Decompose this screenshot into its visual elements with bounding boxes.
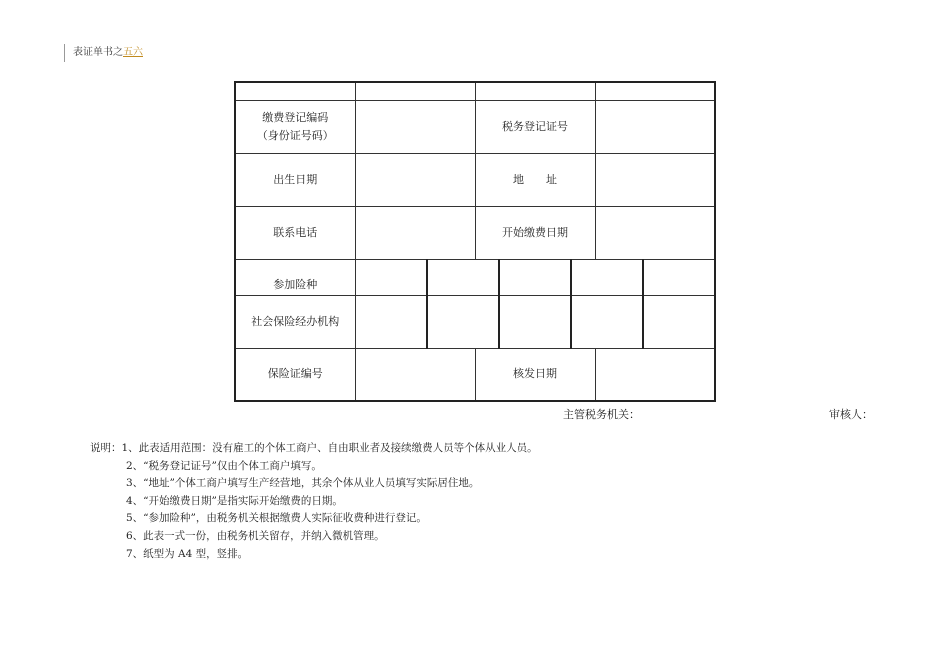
blank-cell[interactable] — [355, 82, 475, 100]
tax-reg-no-field[interactable] — [595, 100, 715, 153]
start-date-field[interactable] — [595, 206, 715, 259]
note-line: 7、纸型为 A4 型，竖排。 — [126, 547, 249, 560]
reviewer-label: 审核人： — [829, 408, 873, 421]
fee-code-label-line1: 缴费登记编码 — [262, 110, 329, 124]
agency-label: 社会保险经办机构 — [235, 295, 355, 348]
insurance-no-label: 保险证编号 — [235, 348, 355, 401]
birth-date-field[interactable] — [355, 153, 475, 206]
table-row-blank — [235, 82, 715, 100]
blank-cell[interactable] — [595, 82, 715, 100]
note-line: 5、“参加险种”，由税务机关根据缴费人实际征收费种进行登记。 — [126, 512, 427, 525]
fee-code-label — [235, 100, 355, 153]
agency-cell[interactable] — [355, 295, 427, 348]
issue-date-label: 核发日期 — [475, 348, 595, 401]
table-row — [235, 100, 715, 153]
address-label: 地 址 — [475, 153, 595, 206]
page-header — [64, 44, 143, 62]
table-row — [235, 206, 715, 259]
start-date-label: 开始缴费日期 — [475, 206, 595, 259]
table-row — [235, 259, 715, 295]
tax-reg-no-label: 税务登记证号 — [475, 100, 595, 153]
tax-authority-label: 主管税务机关： — [563, 408, 640, 421]
phone-label: 联系电话 — [235, 206, 355, 259]
note-line: 2、“税务登记证号”仅由个体工商户填写。 — [126, 459, 322, 472]
insurance-type-cell[interactable] — [427, 259, 499, 295]
note-line: 6、此表一式一份，由税务机关留存，并纳入微机管理。 — [126, 529, 385, 542]
agency-cell[interactable] — [499, 295, 571, 348]
insurance-type-cell[interactable] — [355, 259, 427, 295]
agency-cell[interactable] — [571, 295, 643, 348]
agency-cell[interactable] — [427, 295, 499, 348]
blank-cell[interactable] — [475, 82, 595, 100]
insurance-type-cell[interactable] — [571, 259, 643, 295]
fee-code-field[interactable] — [355, 100, 475, 153]
address-field[interactable] — [595, 153, 715, 206]
fee-code-label-line2: （身份证号码） — [256, 128, 334, 142]
phone-field[interactable] — [355, 206, 475, 259]
header-prefix: 表证单书之 — [73, 47, 123, 58]
notes-section — [90, 440, 850, 563]
insurance-no-field[interactable] — [355, 348, 475, 401]
insurance-type-cell[interactable] — [499, 259, 571, 295]
note-line: 说明：1、此表适用范围：没有雇工的个体工商户、自由职业者及接续缴费人员等个体从业人员。 — [90, 442, 538, 454]
agency-cell[interactable] — [643, 295, 715, 348]
table-row — [235, 348, 715, 401]
registration-form-table — [234, 81, 716, 402]
blank-cell[interactable] — [235, 82, 355, 100]
insurance-type-cell[interactable] — [643, 259, 715, 295]
header-accent: 五六 — [123, 47, 143, 58]
note-line: 4、“开始缴费日期”是指实际开始缴费的日期。 — [126, 494, 343, 507]
table-row — [235, 295, 715, 348]
note-line: 3、“地址”个体工商户填写生产经营地，其余个体从业人员填写实际居住地。 — [126, 477, 480, 490]
issue-date-field[interactable] — [595, 348, 715, 401]
insurance-types-label: 参加险种 — [235, 259, 355, 295]
birth-date-label: 出生日期 — [235, 153, 355, 206]
table-row — [235, 153, 715, 206]
